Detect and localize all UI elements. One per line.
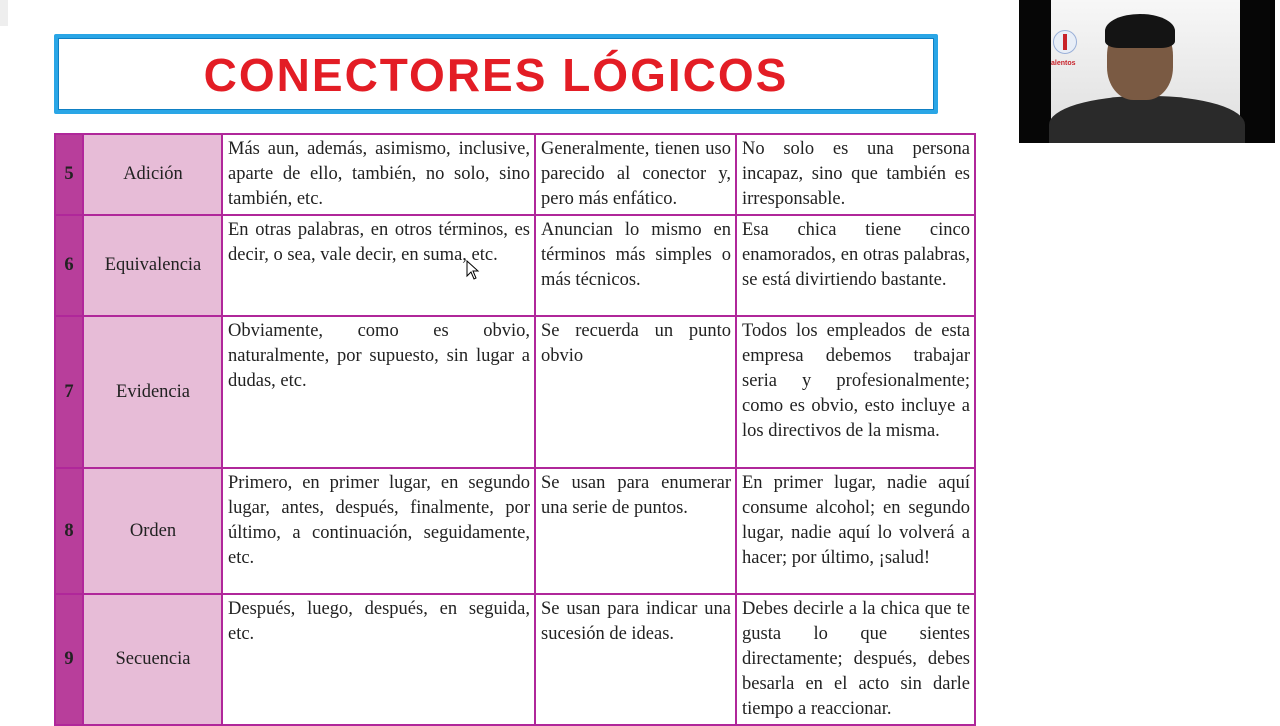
category-cell: Orden	[83, 468, 222, 594]
row-number: 9	[55, 594, 83, 725]
table-row	[55, 215, 975, 316]
connectors-cell: Más aun, además, asimismo, inclusive, aparte de ello, también, no solo, sino también, etc.	[222, 134, 535, 215]
table-row	[55, 134, 975, 215]
category-cell: Equivalencia	[83, 215, 222, 316]
example-cell: No solo es una persona incapaz, sino que también es irresponsable.	[736, 134, 975, 215]
category-cell: Evidencia	[83, 316, 222, 468]
category-cell: Adición	[83, 134, 222, 215]
window-corner	[0, 0, 8, 26]
presenter-body	[1049, 96, 1245, 143]
usage-cell: Anuncian lo mismo en términos más simples o más técnicos.	[535, 215, 736, 316]
table-row	[55, 316, 975, 468]
example-cell: En primer lugar, nadie aquí consume alcohol; en segundo lugar, nadie aquí lo volverá a hacer; por último, ¡salud!	[736, 468, 975, 594]
mouse-cursor-icon	[466, 260, 480, 280]
example-cell: Todos los empleados de esta empresa debemos trabajar seria y profesionalmente; como es obvio, esto incluye a los directivos de la misma.	[736, 316, 975, 468]
row-number: 5	[55, 134, 83, 215]
table-row	[55, 468, 975, 594]
connectors-cell: Primero, en primer lugar, en segundo lugar, antes, después, finalmente, por último, a continuación, seguidamente, etc.	[222, 468, 535, 594]
connectors-cell: Obviamente, como es obvio, naturalmente, por supuesto, sin lugar a dudas, etc.	[222, 316, 535, 468]
row-number: 6	[55, 215, 83, 316]
usage-cell: Se usan para enumerar una serie de puntos.	[535, 468, 736, 594]
connectors-table	[54, 133, 976, 726]
example-cell: Debes decirle a la chica que te gusta lo que sientes directamente; después, debes besarla en el acto sin darle tiempo a reaccionar.	[736, 594, 975, 725]
connectors-cell: En otras palabras, en otros términos, es decir, o sea, vale decir, en suma, etc.	[222, 215, 535, 316]
row-number: 8	[55, 468, 83, 594]
usage-cell: Se usan para indicar una sucesión de ideas.	[535, 594, 736, 725]
category-cell: Secuencia	[83, 594, 222, 725]
connectors-cell: Después, luego, después, en seguida, etc.	[222, 594, 535, 725]
row-number: 7	[55, 316, 83, 468]
logo-icon	[1053, 30, 1077, 54]
webcam-video	[1019, 0, 1275, 143]
page-title: CONECTORES LÓGICOS	[203, 49, 789, 101]
table-row	[55, 594, 975, 725]
example-cell: Esa chica tiene cinco enamorados, en otras palabras, se está divirtiendo bastante.	[736, 215, 975, 316]
title-banner	[54, 34, 938, 114]
presenter-hair	[1105, 14, 1175, 48]
usage-cell: Se recuerda un punto obvio	[535, 316, 736, 468]
logo-text: alentos	[1051, 60, 1076, 67]
usage-cell: Generalmente, tienen uso parecido al conector y, pero más enfático.	[535, 134, 736, 215]
